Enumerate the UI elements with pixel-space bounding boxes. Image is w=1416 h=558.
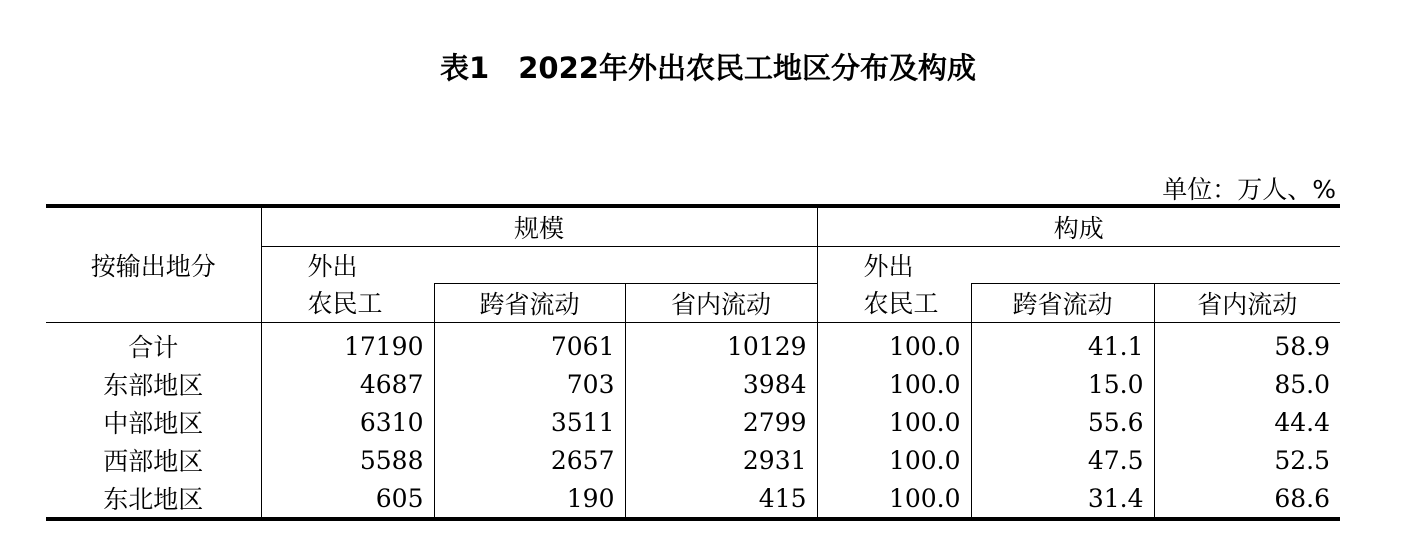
col-header-scale-cross: 跨省流动 xyxy=(434,284,625,323)
col-header-comp-total-line2: 农民工 xyxy=(817,284,971,323)
cell-comp-total: 100.0 xyxy=(817,479,971,519)
group-header-scale: 规模 xyxy=(261,206,817,247)
cell-comp-within: 68.6 xyxy=(1154,479,1340,519)
cell-comp-total: 100.0 xyxy=(817,403,971,441)
row-name: 中部地区 xyxy=(103,409,204,438)
cell-comp-cross: 41.1 xyxy=(971,323,1154,366)
col-header-scale-within: 省内流动 xyxy=(625,284,817,323)
table-row xyxy=(46,365,1340,403)
cell-comp-cross: 55.6 xyxy=(971,403,1154,441)
migrant-workers-table xyxy=(46,204,1340,521)
cell-scale-within: 3984 xyxy=(625,365,817,403)
cell-scale-cross: 3511 xyxy=(434,403,625,441)
col-header-comp-cross: 跨省流动 xyxy=(971,284,1154,323)
unit-note: 单位：万人、% xyxy=(1162,175,1336,204)
table-title: 表1 2022年外出农民工地区分布及构成 xyxy=(440,51,976,85)
cell-scale-total: 6310 xyxy=(261,403,434,441)
table-row xyxy=(46,441,1340,479)
row-name: 东北地区 xyxy=(103,485,204,514)
cell-comp-within: 58.9 xyxy=(1154,323,1340,366)
row-label-header: 按输出地分 xyxy=(46,206,261,323)
cell-scale-cross: 2657 xyxy=(434,441,625,479)
cell-comp-cross: 31.4 xyxy=(971,479,1154,519)
col-header-comp-within: 省内流动 xyxy=(1154,284,1340,323)
cell-scale-within: 2931 xyxy=(625,441,817,479)
cell-scale-total: 17190 xyxy=(261,323,434,366)
table-row xyxy=(46,479,1340,519)
cell-scale-within: 2799 xyxy=(625,403,817,441)
group-header-composition: 构成 xyxy=(817,206,1340,247)
cell-scale-cross: 7061 xyxy=(434,323,625,366)
cell-scale-cross: 703 xyxy=(434,365,625,403)
cell-scale-total: 4687 xyxy=(261,365,434,403)
col-header-scale-total-line1: 外出 xyxy=(261,247,817,284)
cell-scale-total: 5588 xyxy=(261,441,434,479)
col-header-scale-total-line2: 农民工 xyxy=(261,284,434,323)
cell-comp-total: 100.0 xyxy=(817,323,971,366)
cell-comp-total: 100.0 xyxy=(817,441,971,479)
cell-comp-within: 52.5 xyxy=(1154,441,1340,479)
cell-comp-cross: 15.0 xyxy=(971,365,1154,403)
cell-scale-within: 10129 xyxy=(625,323,817,366)
row-name: 西部地区 xyxy=(103,447,204,476)
row-name: 合计 xyxy=(128,333,179,362)
cell-scale-cross: 190 xyxy=(434,479,625,519)
cell-comp-total: 100.0 xyxy=(817,365,971,403)
row-name: 东部地区 xyxy=(103,371,204,400)
cell-comp-cross: 47.5 xyxy=(971,441,1154,479)
table-row xyxy=(46,403,1340,441)
cell-comp-within: 44.4 xyxy=(1154,403,1340,441)
cell-scale-within: 415 xyxy=(625,479,817,519)
cell-comp-within: 85.0 xyxy=(1154,365,1340,403)
cell-scale-total: 605 xyxy=(261,479,434,519)
col-header-comp-total-line1: 外出 xyxy=(817,247,1340,284)
table-row xyxy=(46,323,1340,366)
